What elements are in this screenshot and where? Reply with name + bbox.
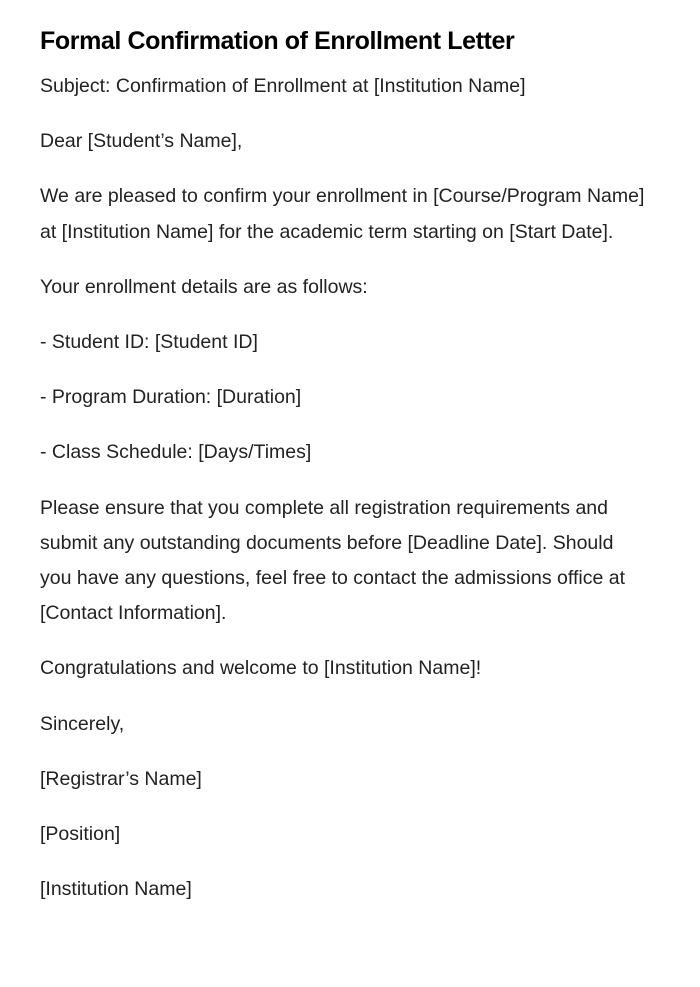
signature-institution: [Institution Name] <box>40 878 192 901</box>
intro-paragraph: We are pleased to confirm your enrollment in [Course/Program Name] at [Institution Name] for the academic term starting on [Start Date]. <box>40 185 645 243</box>
closing-note: Congratulations and welcome to [Institution Name]! <box>40 657 482 680</box>
detail-student-id: - Student ID: [Student ID] <box>40 331 258 354</box>
signature-position: [Position] <box>40 823 121 846</box>
sign-off: Sincerely, <box>40 712 125 735</box>
details-intro: Your enrollment details are as follows: <box>40 275 368 298</box>
letter-document <box>40 24 650 907</box>
instructions-paragraph: Please ensure that you complete all registration requirements and submit any outstanding documents before [Deadline Date]. Should you have any questions, feel free to contact the admissions office at [Contact Information]. <box>40 496 625 625</box>
signature-name: [Registrar’s Name] <box>40 767 202 790</box>
salutation: Dear [Student’s Name], <box>40 130 243 153</box>
detail-program-duration: - Program Duration: [Duration] <box>40 386 302 409</box>
detail-class-schedule: - Class Schedule: [Days/Times] <box>40 441 312 464</box>
subject-line: Subject: Confirmation of Enrollment at [Institution Name] <box>40 75 526 97</box>
document-title: Formal Confirmation of Enrollment Letter <box>40 27 515 55</box>
